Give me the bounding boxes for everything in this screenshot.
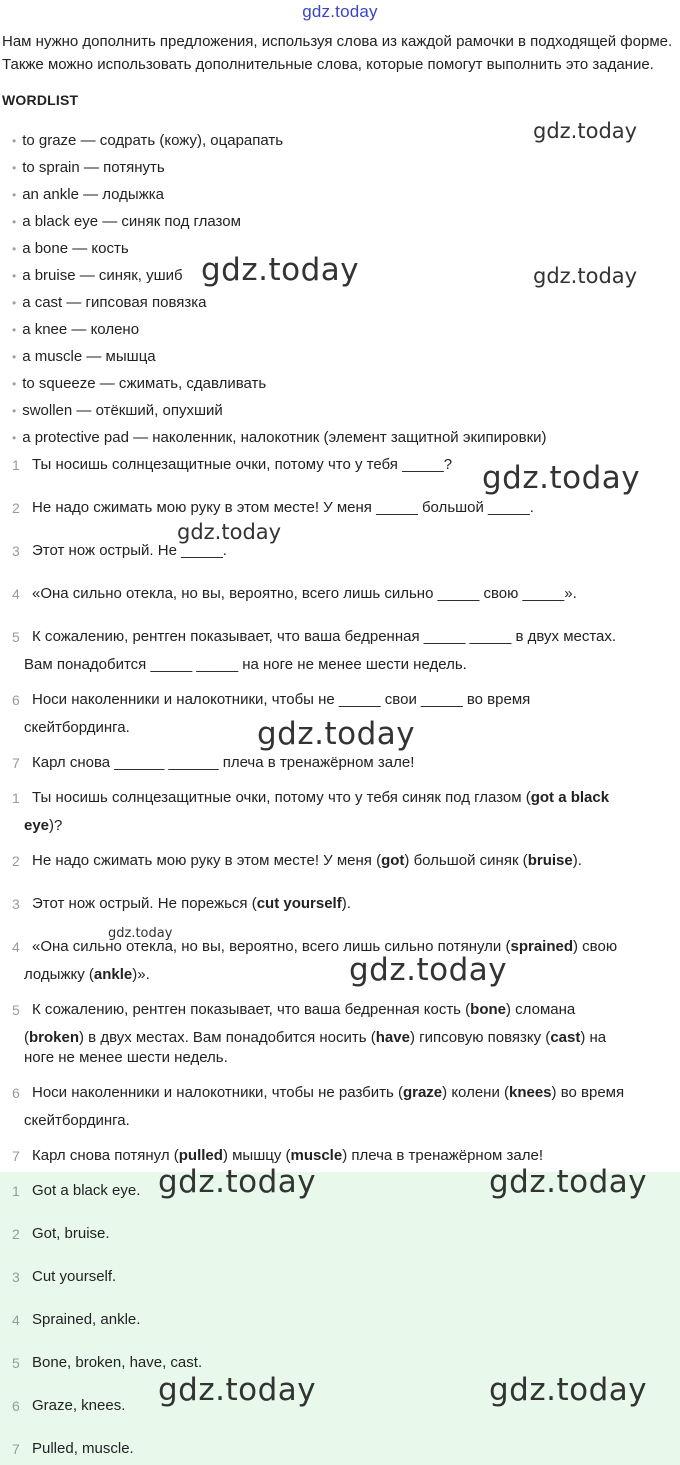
bullet-icon: • [12, 404, 17, 418]
watermark: gdz.today [201, 252, 360, 288]
translation-sentence: «Она сильно отекла, но вы, вероятно, всего лишь сильно потянули (sprained) свою [32, 938, 618, 955]
watermark: gdz.today [257, 716, 416, 752]
exercise-number: 7 [12, 755, 20, 771]
wordlist-item: • a bruise — синяк, ушиб [12, 267, 183, 284]
translation-sentence: Не надо сжимать мою руку в этом месте! У меня (got) большой синяк (bruise). [32, 852, 582, 869]
translation-number: 2 [12, 853, 20, 869]
watermark: gdz.today [349, 952, 508, 988]
watermark: gdz.today [533, 119, 638, 143]
watermark: gdz.today [489, 1164, 648, 1200]
answer-number: 4 [12, 1312, 20, 1328]
wordlist-item: • a protective pad — наколенник, налокотник (элемент защитной экипировки) [12, 429, 547, 446]
exercise-number: 2 [12, 500, 20, 516]
wordlist-item: • to graze — содрать (кожу), оцарапать [12, 132, 284, 149]
exercise-number: 5 [12, 629, 20, 645]
bullet-icon: • [12, 323, 17, 337]
answer-number: 1 [12, 1183, 20, 1199]
bullet-icon: • [12, 431, 17, 445]
translation-number: 4 [12, 939, 20, 955]
wordlist-item: • a bone — кость [12, 240, 129, 257]
exercise-sentence-cont: скейтбординга. [24, 719, 130, 736]
task-instructions: Нам нужно дополнить предложения, используя слова из каждой рамочки в подходящей форме. Также можно использовать дополнительные слова, которые помогут выполнить это задание. [2, 33, 673, 73]
wordlist-item: • a muscle — мышца [12, 348, 156, 365]
answer-number: 2 [12, 1226, 20, 1242]
exercise-sentence: Не надо сжимать мою руку в этом месте! У меня _____ большой _____. [32, 499, 534, 516]
exercise-sentence: К сожалению, рентген показывает, что ваша бедренная _____ _____ в двух местах. [32, 628, 617, 645]
translation-sentence: Носи наколенники и налокотники, чтобы не разбить (graze) колени (knees) во время [32, 1084, 625, 1101]
bullet-icon: • [12, 377, 17, 391]
translation-sentence: К сожалению, рентген показывает, что ваша бедренная кость (bone) сломана [32, 1001, 576, 1018]
answer-text: Pulled, muscle. [32, 1440, 134, 1457]
translation-sentence: Карл снова потянул (pulled) мышцу (muscle) плеча в тренажёрном зале! [32, 1147, 544, 1164]
wordlist-item: • to squeeze — сжимать, сдавливать [12, 375, 267, 392]
bullet-icon: • [12, 269, 17, 283]
wordlist-item: • a cast — гипсовая повязка [12, 294, 207, 311]
wordlist-heading: WORDLIST [2, 92, 79, 108]
answer-number: 6 [12, 1398, 20, 1414]
exercise-sentence: «Она сильно отекла, но вы, вероятно, всего лишь сильно _____ свою _____». [32, 585, 577, 602]
translation-sentence: Этот нож острый. Не порежься (cut yourself). [32, 895, 351, 912]
translation-sentence-cont: (broken) в двух местах. Вам понадобится носить (have) гипсовую повязку (cast) на [24, 1029, 607, 1046]
exercise-sentence: Носи наколенники и налокотники, чтобы не _____ свои _____ во время [32, 691, 531, 708]
answer-text: Got a black eye. [32, 1182, 141, 1199]
watermark: gdz.today [482, 460, 641, 496]
bullet-icon: • [12, 188, 17, 202]
watermark: gdz.today [177, 520, 282, 544]
translation-sentence-cont: ноге не менее шести недель. [24, 1049, 228, 1066]
exercise-sentence: Этот нож острый. Не _____. [32, 542, 227, 559]
wordlist-item: • a black eye — синяк под глазом [12, 213, 241, 230]
bullet-icon: • [12, 161, 17, 175]
exercise-number: 1 [12, 457, 20, 473]
exercise-number: 3 [12, 543, 20, 559]
watermark: gdz.today [158, 1372, 317, 1408]
exercise-number: 4 [12, 586, 20, 602]
translation-sentence-cont: скейтбординга. [24, 1112, 130, 1129]
bullet-icon: • [12, 215, 17, 229]
watermark: gdz.today [158, 1164, 317, 1200]
wordlist-item: • an ankle — лодыжка [12, 186, 164, 203]
exercise-sentence: Карл снова ______ ______ плеча в тренажёрном зале! [32, 754, 415, 771]
bullet-icon: • [12, 134, 17, 148]
answer-number: 7 [12, 1441, 20, 1457]
translation-number: 1 [12, 790, 20, 806]
answer-text: Graze, knees. [32, 1397, 126, 1414]
exercise-sentence: Ты носишь солнцезащитные очки, потому что у тебя _____? [32, 456, 453, 473]
wordlist-item: • swollen — отёкший, опухший [12, 402, 223, 419]
wordlist-item: • a knee — колено [12, 321, 140, 338]
exercise-sentence-cont: Вам понадобится _____ _____ на ноге не менее шести недель. [24, 656, 467, 673]
translation-number: 3 [12, 896, 20, 912]
translation-number: 7 [12, 1148, 20, 1164]
answer-number: 3 [12, 1269, 20, 1285]
bullet-icon: • [12, 296, 17, 310]
answer-number: 5 [12, 1355, 20, 1371]
answer-text: Cut yourself. [32, 1268, 117, 1285]
watermark: gdz.today [533, 264, 638, 288]
bullet-icon: • [12, 350, 17, 364]
translation-number: 5 [12, 1002, 20, 1018]
answer-text: Sprained, ankle. [32, 1311, 141, 1328]
wordlist-item: • to sprain — потянуть [12, 159, 165, 176]
watermark: gdz.today [108, 926, 173, 941]
translation-sentence: Ты носишь солнцезащитные очки, потому что у тебя синяк под глазом (got a black [32, 789, 610, 806]
watermark-top: gdz.today [302, 2, 378, 21]
translation-sentence-cont: лодыжку (ankle)». [24, 966, 150, 983]
watermark: gdz.today [489, 1372, 648, 1408]
bullet-icon: • [12, 242, 17, 256]
exercise-number: 6 [12, 692, 20, 708]
answer-text: Bone, broken, have, cast. [32, 1354, 203, 1371]
answer-text: Got, bruise. [32, 1225, 110, 1242]
translation-number: 6 [12, 1085, 20, 1101]
translation-sentence-cont: eye)? [24, 817, 63, 834]
